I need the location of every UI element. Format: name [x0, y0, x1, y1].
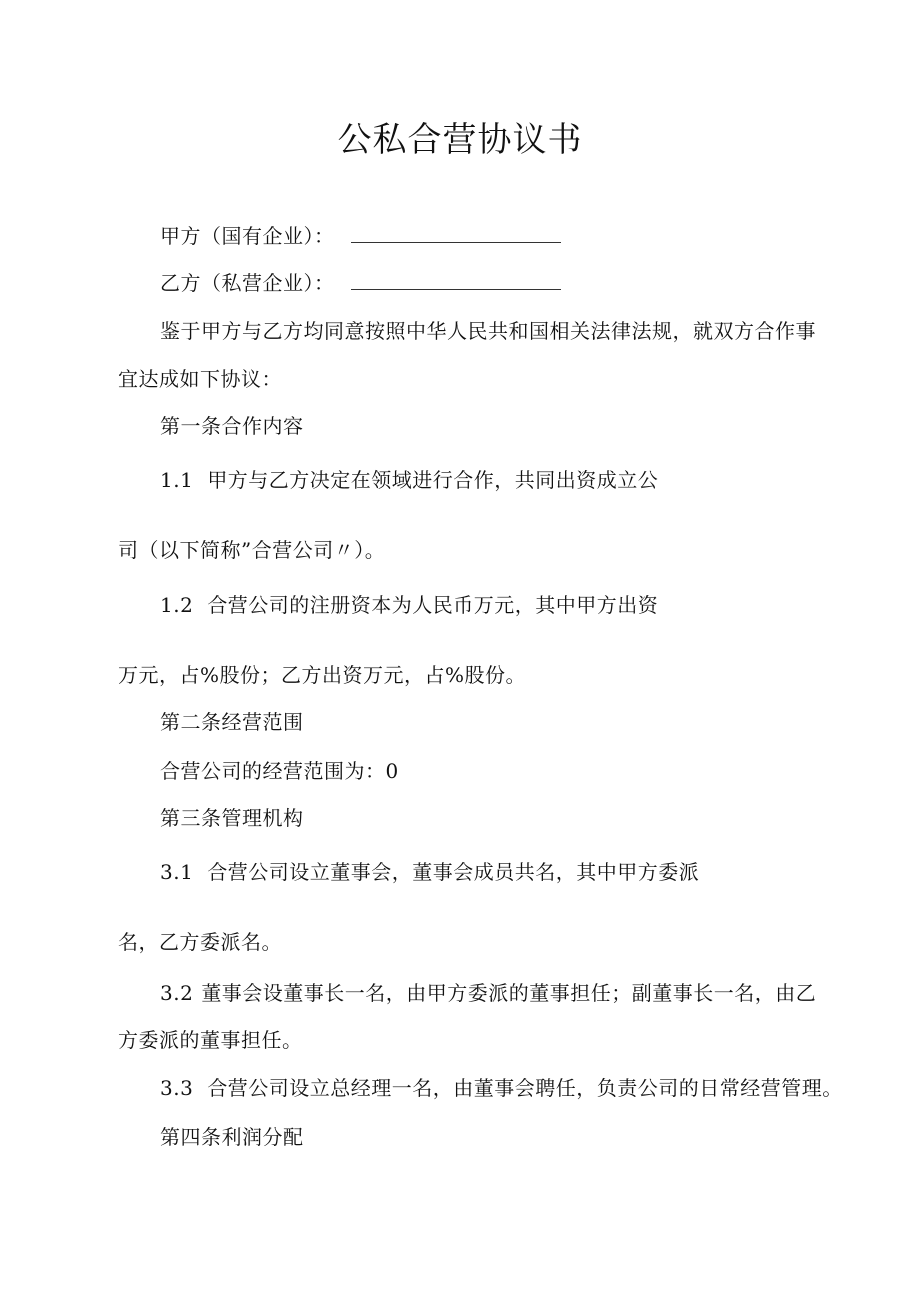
article-2-text: 合营公司的经营范围为：0: [160, 759, 399, 783]
party-a-label: 甲方（国有企业）：: [160, 224, 335, 248]
document-title: 公私合营协议书: [337, 120, 583, 160]
party-b-label: 乙方（私营企业）：: [160, 271, 335, 295]
clause-3-1-text: 合营公司设立董事会，董事会成员共名，其中甲方委派: [207, 860, 700, 884]
clause-1-2-line-1: [160, 591, 658, 619]
clause-1-1-text: 甲方与乙方决定在领域进行合作，共同出资成立公: [207, 468, 659, 492]
clause-3-3-text: 合营公司设立总经理一名，由董事会聘任，负责公司的日常经营管理。: [207, 1076, 843, 1100]
party-b-blank-field[interactable]: [351, 271, 561, 290]
clause-1-2-number: 1.2: [160, 593, 194, 617]
clause-3-1-line-2: 名，乙方委派名。: [118, 930, 282, 954]
article-2-heading: 第二条经营范围: [160, 710, 304, 734]
preamble-line-2: 宜达成如下协议：: [118, 367, 282, 391]
preamble-line-1: 鉴于甲方与乙方均同意按照中华人民共和国相关法律法规，就双方合作事: [160, 319, 816, 343]
clause-1-2-text: 合营公司的注册资本为人民币万元，其中甲方出资: [207, 593, 659, 617]
clause-1-1-line-1: [160, 466, 658, 494]
clause-3-3-number: 3.3: [160, 1076, 194, 1100]
clause-1-1-number: 1.1: [160, 468, 194, 492]
party-a-blank-field[interactable]: [351, 224, 561, 243]
article-4-heading: 第四条利润分配: [160, 1125, 304, 1149]
article-1-heading: 第一条合作内容: [160, 414, 304, 438]
party-b-line: [160, 269, 561, 297]
clause-3-2-text: 董事会设董事长一名，由甲方委派的董事担任；副董事长一名，由乙: [201, 981, 817, 1005]
party-a-line: [160, 222, 561, 250]
article-3-heading: 第三条管理机构: [160, 806, 304, 830]
clause-1-2-line-2: 万元，占%股份；乙方出资万元，占%股份。: [118, 663, 527, 687]
clause-3-2-number: 3.2: [160, 981, 194, 1005]
clause-3-1-number: 3.1: [160, 860, 194, 884]
clause-3-3-line-1: [160, 1074, 843, 1102]
clause-3-1-line-1: [160, 858, 699, 886]
clause-1-1-line-2: 司（以下简称”合营公司〃）。: [118, 538, 386, 562]
clause-3-2-line-2: 方委派的董事担任。: [118, 1028, 303, 1052]
clause-3-2-line-1: [160, 979, 816, 1007]
